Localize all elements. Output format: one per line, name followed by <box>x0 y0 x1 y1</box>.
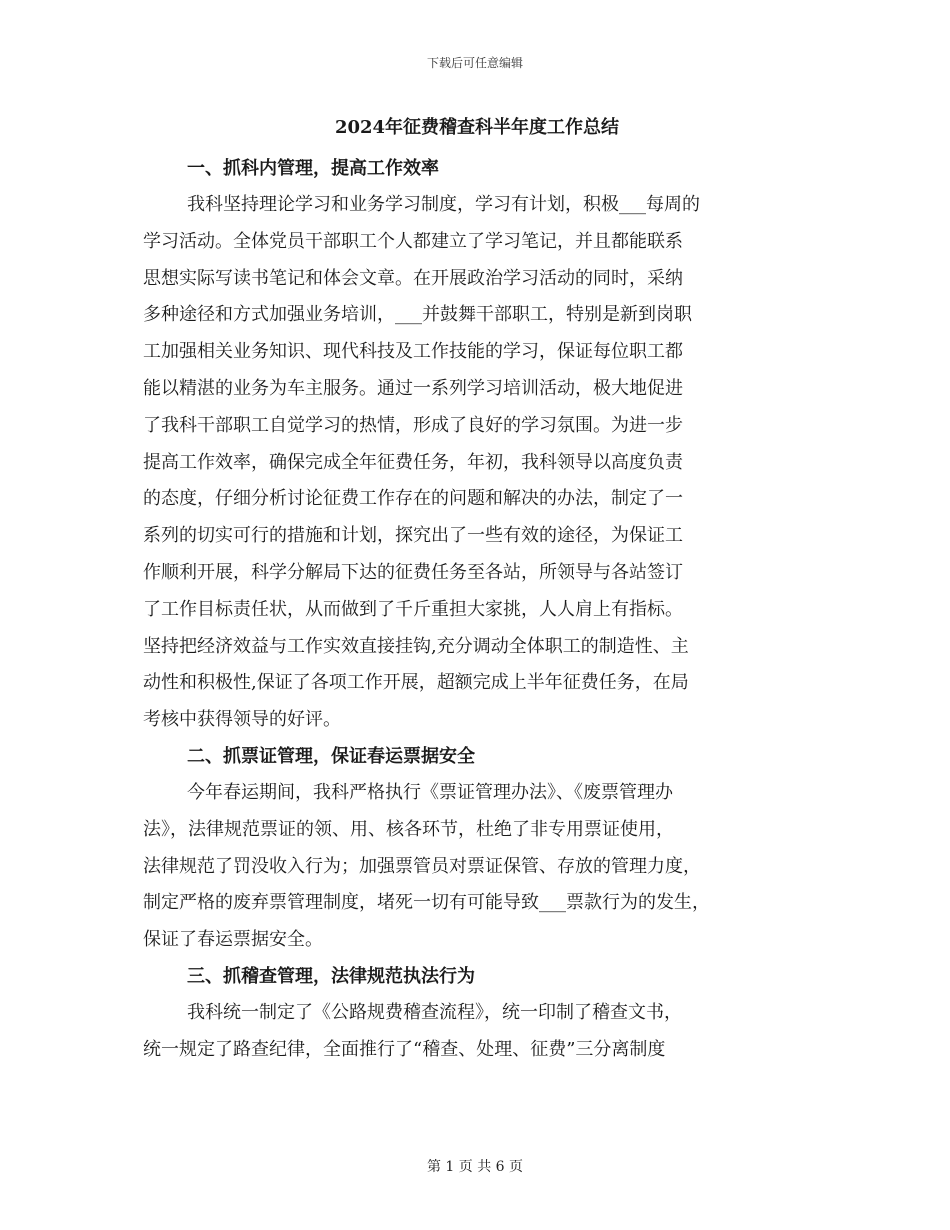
paragraph-line: 我科统一制定了《公路规费稽查流程》，统一印制了稽查文书， <box>187 1001 682 1023</box>
paragraph-line: 坚持把经济效益与工作实效直接挂钩,充分调动全体职工的制造性、主 <box>143 635 689 657</box>
section-paragraph-2 <box>143 775 811 959</box>
paragraph-line: 我科坚持理论学习和业务学习制度，学习有计划，积极___每周的 <box>187 194 700 215</box>
paragraph-line: 保证了春运票据安全。 <box>143 929 323 951</box>
document-body <box>143 113 811 1069</box>
paragraph-line: 了工作目标责任状，从而做到了千斤重担大家挑，人人肩上有指标。 <box>143 598 683 620</box>
paragraph-line: 多种途径和方式加强业务培训，___并鼓舞干部职工，特别是新到岗职 <box>143 304 692 326</box>
paragraph-line: 作顺利开展，科学分解局下达的征费任务至各站，所领导与各站签订 <box>143 561 683 583</box>
paragraph-line: 统一规定了路查纪律，全面推行了“稽查、处理、征费”三分离制度 <box>143 1038 666 1060</box>
section-heading-3: 三、抓稽查管理，法律规范执法行为 <box>187 965 475 987</box>
paragraph-line: 了我科干部职工自觉学习的热情，形成了良好的学习氛围。为进一步 <box>143 414 683 436</box>
paragraph-line: 能以精湛的业务为车主服务。通过一系列学习培训活动，极大地促进 <box>143 377 683 399</box>
paragraph-line: 提高工作效率，确保完成全年征费任务，年初，我科领导以高度负责 <box>143 451 683 473</box>
paragraph-line: 的态度，仔细分析讨论征费工作存在的问题和解决的办法，制定了一 <box>143 488 683 510</box>
page-number: 第 1 页 共 6 页 <box>426 1159 524 1175</box>
section-paragraph-1 <box>143 187 811 739</box>
paragraph-line: 系列的切实可行的措施和计划，探究出了一些有效的途径，为保证工 <box>143 525 683 547</box>
paragraph-line: 思想实际写读书笔记和体会文章。在开展政治学习活动的同时，采纳 <box>143 267 683 289</box>
paragraph-line: 法》，法律规范票证的领、用、核各环节，杜绝了非专用票证使用， <box>143 818 674 840</box>
paragraph-line: 法律规范了罚没收入行为；加强票管员对票证保管、存放的管理力度， <box>143 855 701 877</box>
paragraph-line: 考核中获得领导的好评。 <box>143 709 341 731</box>
paragraph-line: 学习活动。全体党员干部职工个人都建立了学习笔记，并且都能联系 <box>143 230 683 252</box>
section-heading-1: 一、抓科内管理，提高工作效率 <box>187 158 439 179</box>
section-paragraph-3 <box>143 995 811 1069</box>
paragraph-line: 动性和积极性,保证了各项工作开展，超额完成上半年征费任务，在局 <box>143 672 689 694</box>
section-heading-2: 二、抓票证管理，保证春运票据安全 <box>187 745 475 767</box>
paragraph-line: 工加强相关业务知识、现代科技及工作技能的学习，保证每位职工都 <box>143 341 683 363</box>
paragraph-line: 今年春运期间，我科严格执行《票证管理办法》、《废票管理办 <box>187 781 673 803</box>
page-header-note: 下载后可任意编辑 <box>426 56 523 70</box>
paragraph-line: 制定严格的废弃票管理制度，堵死一切有可能导致___票款行为的发生， <box>143 892 710 914</box>
document-title: 2024年征费稽查科半年度工作总结 <box>334 117 620 138</box>
